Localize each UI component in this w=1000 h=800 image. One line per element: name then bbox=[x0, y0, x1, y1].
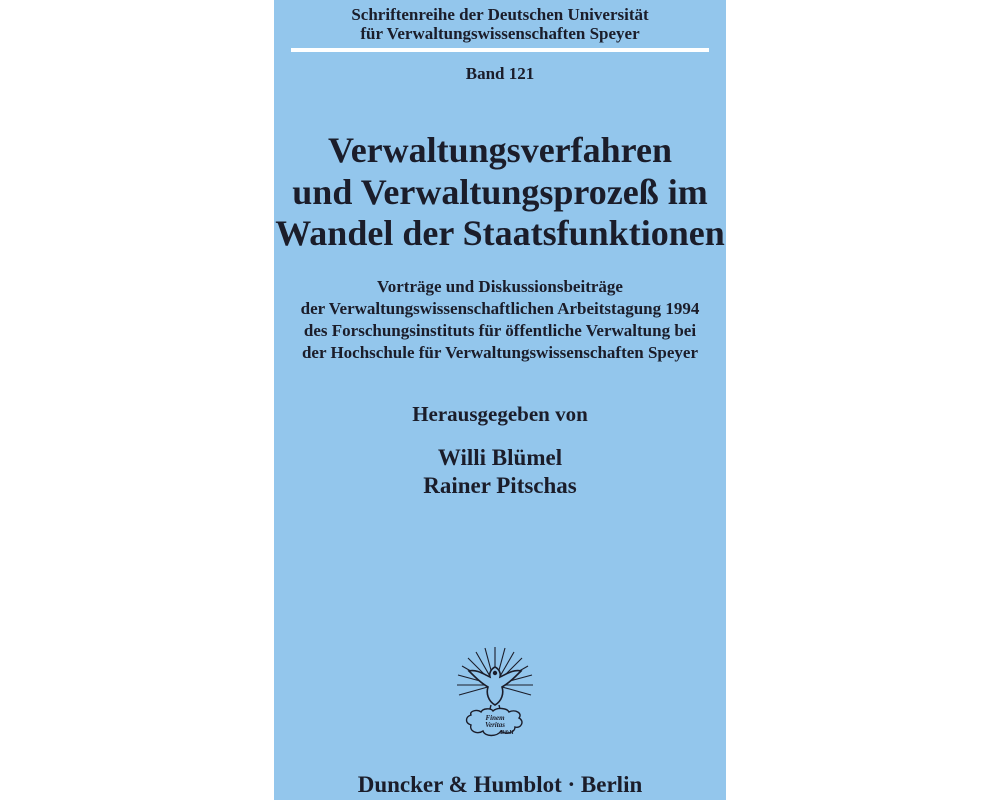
editor-name-1: Willi Blümel bbox=[437, 445, 563, 470]
book-title-line-2: und Verwaltungsprozeß im bbox=[292, 172, 708, 212]
book-cover bbox=[274, 0, 726, 800]
subtitle-line-1: Vorträge und Diskussionsbeiträge bbox=[377, 277, 623, 296]
book-title-line-3: Wandel der Staatsfunktionen bbox=[275, 213, 725, 253]
book-title-line-1: Verwaltungsverfahren bbox=[328, 130, 672, 170]
subtitle-line-4: der Hochschule für Verwaltungswissenschaften Speyer bbox=[301, 343, 699, 362]
subtitle-line-3: des Forschungsinstituts für öffentliche Verwaltung bei bbox=[303, 321, 697, 340]
emblem-text-3: D&H bbox=[500, 730, 514, 736]
publisher-line: Duncker & Humblot · Berlin bbox=[357, 772, 643, 797]
edited-by-label: Herausgegeben von bbox=[412, 402, 588, 426]
emblem-text-2: Veritas bbox=[485, 721, 505, 729]
series-title-line-1: Schriftenreihe der Deutschen Universität bbox=[351, 5, 649, 24]
editor-name-2: Rainer Pitschas bbox=[423, 473, 577, 498]
subtitle-line-2: der Verwaltungswissenschaftlichen Arbeitstagung 1994 bbox=[300, 299, 700, 318]
divider-rule bbox=[291, 48, 709, 52]
series-title-line-2: für Verwaltungswissenschaften Speyer bbox=[360, 24, 640, 43]
eagle-publisher-emblem-icon bbox=[455, 645, 535, 745]
volume-number: Band 121 bbox=[465, 64, 535, 83]
emblem-text-1: Finem bbox=[485, 714, 505, 722]
